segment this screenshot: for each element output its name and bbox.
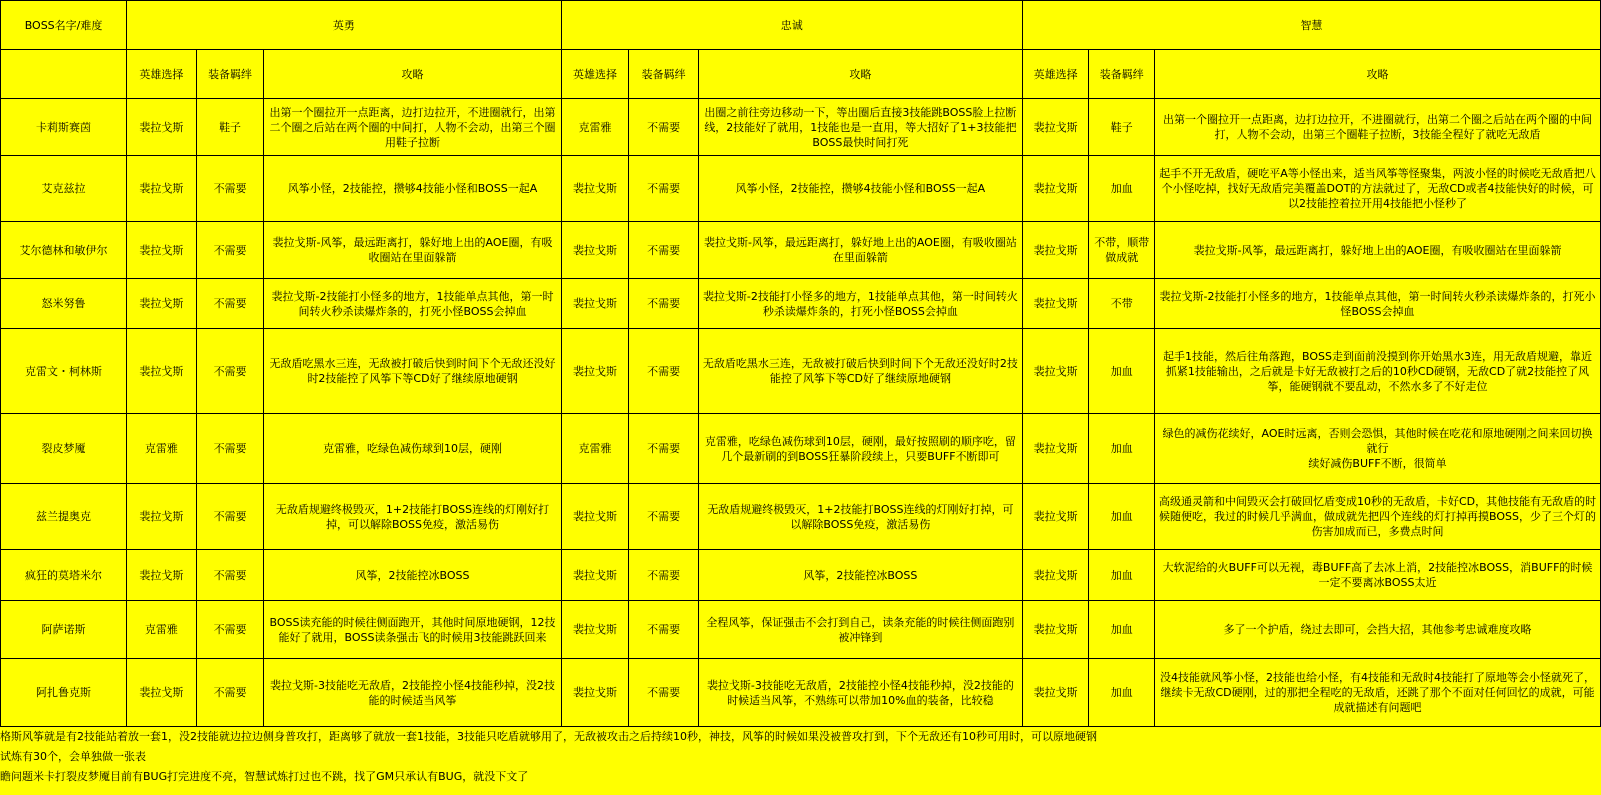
boss-name: 阿萨诺斯 — [1, 601, 127, 659]
strategy-text: 起手1技能，然后往角落跑，BOSS走到面前没摸到你开始黑水3连，用无敌盾规避，靠近抓紧1技能输出，之后就是卡好无敌被打之后的10秒CD硬钢，无敌CD了就2技能控了风筝，能硬钢就不要乱动，不然水多了不好走位 — [1155, 329, 1601, 414]
sub-header-strategy: 攻略 — [1155, 50, 1601, 99]
gear-bond: 不需要 — [629, 99, 699, 156]
gear-bond: 不带，顺带做成就 — [1089, 222, 1155, 279]
hero-choice: 裴拉戈斯 — [127, 279, 197, 329]
strategy-text: 克雷雅，吃绿色减伤球到10层，硬刚 — [264, 414, 561, 484]
gear-bond: 加血 — [1089, 414, 1155, 484]
notes — [0, 727, 1601, 787]
strategy-text: BOSS读充能的时候往侧面跑开，其他时间原地硬钢，12技能好了就用，BOSS读条强击飞的时候用3技能跳跃回来 — [264, 601, 561, 659]
gear-bond: 不需要 — [629, 659, 699, 727]
gear-bond: 不需要 — [196, 601, 264, 659]
boss-name: 艾克兹拉 — [1, 156, 127, 222]
hero-choice: 克雷雅 — [561, 414, 629, 484]
sub-header-gear: 装备羁绊 — [1089, 50, 1155, 99]
boss-name: 兹兰提奥克 — [1, 484, 127, 550]
hero-choice: 裴拉戈斯 — [561, 659, 629, 727]
hero-choice: 裴拉戈斯 — [1022, 222, 1089, 279]
hero-choice: 裴拉戈斯 — [127, 99, 197, 156]
gear-bond: 加血 — [1089, 484, 1155, 550]
boss-name: 艾尔德林和敏伊尔 — [1, 222, 127, 279]
gear-bond: 鞋子 — [196, 99, 264, 156]
sub-header-hero: 英雄选择 — [127, 50, 197, 99]
hero-choice: 裴拉戈斯 — [561, 601, 629, 659]
sub-header-strategy: 攻略 — [698, 50, 1022, 99]
gear-bond: 不需要 — [196, 550, 264, 601]
sub-header-gear: 装备羁绊 — [629, 50, 699, 99]
gear-bond: 不需要 — [629, 414, 699, 484]
gear-bond: 加血 — [1089, 329, 1155, 414]
hero-choice: 裴拉戈斯 — [561, 222, 629, 279]
gear-bond: 鞋子 — [1089, 99, 1155, 156]
gear-bond: 不需要 — [629, 279, 699, 329]
strategy-text: 出第一个圈拉开一点距离，边打边拉开，不进圈就行，出第二个圈之后站在两个圈的中间打，人物不会动，出第三个圈鞋子拉断，3技能全程好了就吃无敌盾 — [1155, 99, 1601, 156]
hero-choice: 裴拉戈斯 — [561, 156, 629, 222]
table-row — [1, 156, 1601, 222]
strategy-text: 风筝，2技能控冰BOSS — [264, 550, 561, 601]
sub-header-gear: 装备羁绊 — [196, 50, 264, 99]
strategy-text: 全程风筝，保证强击不会打到自己，读条充能的时候往侧面跑别被冲锋到 — [698, 601, 1022, 659]
group-header-zhihui: 智慧 — [1022, 1, 1600, 50]
gear-bond: 不需要 — [629, 484, 699, 550]
sub-header-hero: 英雄选择 — [561, 50, 629, 99]
hero-choice: 裴拉戈斯 — [127, 156, 197, 222]
group-header-row — [1, 1, 1601, 50]
hero-choice: 裴拉戈斯 — [1022, 329, 1089, 414]
hero-choice: 裴拉戈斯 — [561, 279, 629, 329]
strategy-text: 无敌盾吃黑水三连，无敌被打破后快到时间下个无敌还没好时2技能控了风筝下等CD好了继续原地硬钢 — [698, 329, 1022, 414]
gear-bond: 不需要 — [196, 329, 264, 414]
boss-name: 卡莉斯赛茵 — [1, 99, 127, 156]
gear-bond: 不需要 — [629, 601, 699, 659]
strategy-text: 裴拉戈斯-2技能打小怪多的地方，1技能单点其他，第一时间转火秒杀读爆炸条的，打死小怪BOSS会掉血 — [264, 279, 561, 329]
hero-choice: 克雷雅 — [127, 414, 197, 484]
strategy-text: 裴拉戈斯-2技能打小怪多的地方，1技能单点其他，第一时间转火秒杀读爆炸条的，打死小怪BOSS会掉血 — [698, 279, 1022, 329]
table-row — [1, 659, 1601, 727]
boss-name: 怒米努鲁 — [1, 279, 127, 329]
strategy-text: 出第一个圈拉开一点距离，边打边拉开，不进圈就行，出第二个圈之后站在两个圈的中间打，人物不会动，出第三个圈用鞋子拉断 — [264, 99, 561, 156]
strategy-text: 起手不开无敌盾，硬吃平A等小怪出来，适当风筝等怪聚集，两波小怪的时候吃无敌盾把八个小怪吃掉，找好无敌盾完美覆盖DOT的方法就过了，无敌CD或者4技能快好的时候，可以2技能控着拉开用4技能把小怪秒了 — [1155, 156, 1601, 222]
strategy-text: 裴拉戈斯-风筝，最远距离打，躲好地上出的AOE圈，有吸收圈站在里面躲箭 — [264, 222, 561, 279]
gear-bond: 加血 — [1089, 550, 1155, 601]
hero-choice: 裴拉戈斯 — [1022, 279, 1089, 329]
table-row — [1, 550, 1601, 601]
strategy-text: 大软泥给的火BUFF可以无视，毒BUFF高了去冰上消，2技能控冰BOSS，消BUFF的时候一定不要离冰BOSS太近 — [1155, 550, 1601, 601]
group-header-zhongcheng: 忠诚 — [561, 1, 1022, 50]
strategy-text: 风筝小怪，2技能控，攒够4技能小怪和BOSS一起A — [698, 156, 1022, 222]
table-row — [1, 414, 1601, 484]
strategy-text: 绿色的减伤花续好，AOE时远离，否则会恐惧，其他时候在吃花和原地硬刚之间来回切换就行 续好减伤BUFF不断，很简单 — [1155, 414, 1601, 484]
gear-bond: 不需要 — [629, 550, 699, 601]
strategy-text: 裴拉戈斯-3技能吃无敌盾，2技能控小怪4技能秒掉，没2技能的时候适当风筝，不熟练可以带加10%血的装备，比较稳 — [698, 659, 1022, 727]
hero-choice: 裴拉戈斯 — [1022, 550, 1089, 601]
hero-choice: 裴拉戈斯 — [127, 329, 197, 414]
hero-choice: 裴拉戈斯 — [561, 550, 629, 601]
table-row — [1, 222, 1601, 279]
gear-bond: 不需要 — [629, 156, 699, 222]
table-row — [1, 601, 1601, 659]
hero-choice: 裴拉戈斯 — [127, 484, 197, 550]
gear-bond: 加血 — [1089, 659, 1155, 727]
boss-name: 克雷文・柯林斯 — [1, 329, 127, 414]
strategy-text: 裴拉戈斯-风筝，最远距离打，躲好地上出的AOE圈，有吸收圈站在里面躲箭 — [698, 222, 1022, 279]
gear-bond: 不需要 — [196, 222, 264, 279]
boss-name: 阿扎鲁克斯 — [1, 659, 127, 727]
hero-choice: 裴拉戈斯 — [1022, 156, 1089, 222]
strategy-text: 没4技能就风筝小怪，2技能也给小怪，有4技能和无敌时4技能打了原地等会小怪就死了，继续卡无敌CD硬刚，过的那把全程吃的无敌盾，还跳了那个不面对任何回忆的成就，可能成就描述有问题吧 — [1155, 659, 1601, 727]
table-row — [1, 484, 1601, 550]
strategy-text: 风筝，2技能控冰BOSS — [698, 550, 1022, 601]
corner-header: BOSS名字/难度 — [1, 1, 127, 50]
gear-bond: 不需要 — [196, 279, 264, 329]
gear-bond: 不需要 — [629, 329, 699, 414]
group-header-yingyong: 英勇 — [127, 1, 562, 50]
hero-choice: 裴拉戈斯 — [127, 659, 197, 727]
gear-bond: 不需要 — [196, 156, 264, 222]
gear-bond: 不需要 — [196, 484, 264, 550]
hero-choice: 裴拉戈斯 — [561, 329, 629, 414]
gear-bond: 不需要 — [629, 222, 699, 279]
sub-header-hero: 英雄选择 — [1022, 50, 1089, 99]
table-row — [1, 329, 1601, 414]
strategy-text: 无敌盾吃黑水三连，无敌被打破后快到时间下个无敌还没好时2技能控了风筝下等CD好了继续原地硬钢 — [264, 329, 561, 414]
table-row — [1, 99, 1601, 156]
strategy-text: 无敌盾规避终极毁灭，1+2技能打BOSS连线的灯刚好打掉，可以解除BOSS免疫，激活易伤 — [698, 484, 1022, 550]
strategy-text: 克雷雅，吃绿色减伤球到10层，硬刚，最好按照刷的顺序吃，留几个最新刷的到BOSS狂暴阶段续上，只要BUFF不断即可 — [698, 414, 1022, 484]
strategy-text: 出圈之前往旁边移动一下，等出圈后直接3技能跳BOSS脸上拉断线，2技能好了就用，1技能也是一直用，等大招好了1+3技能把BOSS最快时间打死 — [698, 99, 1022, 156]
strategy-text: 裴拉戈斯-3技能吃无敌盾，2技能控小怪4技能秒掉，没2技能的时候适当风筝 — [264, 659, 561, 727]
note-line: 试炼有30个，会单独做一张表 — [0, 750, 146, 763]
gear-bond: 不需要 — [196, 659, 264, 727]
hero-choice: 裴拉戈斯 — [1022, 601, 1089, 659]
gear-bond: 加血 — [1089, 601, 1155, 659]
sub-header-strategy: 攻略 — [264, 50, 561, 99]
gear-bond: 加血 — [1089, 156, 1155, 222]
hero-choice: 裴拉戈斯 — [1022, 99, 1089, 156]
strategy-text: 裴拉戈斯-2技能打小怪多的地方，1技能单点其他，第一时间转火秒杀读爆炸条的，打死小怪BOSS会掉血 — [1155, 279, 1601, 329]
gear-bond: 不带 — [1089, 279, 1155, 329]
gear-bond: 不需要 — [196, 414, 264, 484]
hero-choice: 裴拉戈斯 — [127, 550, 197, 601]
hero-choice: 裴拉戈斯 — [561, 484, 629, 550]
sub-header-row — [1, 50, 1601, 99]
strategy-text: 裴拉戈斯-风筝，最远距离打，躲好地上出的AOE圈，有吸收圈站在里面躲箭 — [1155, 222, 1601, 279]
table-row — [1, 279, 1601, 329]
hero-choice: 裴拉戈斯 — [1022, 659, 1089, 727]
strategy-text: 高级通灵箭和中间毁灭会打破回忆盾变成10秒的无敌盾，卡好CD，其他技能有无敌盾的时候随便吃，我过的时候几乎满血，做成就先把四个连线的灯打掉再摸BOSS，少了三个灯的伤害加成而已，多费点时间 — [1155, 484, 1601, 550]
boss-name: 裂皮梦魇 — [1, 414, 127, 484]
corner-blank — [1, 50, 127, 99]
strategy-text: 多了一个护盾，绕过去即可，会挡大招，其他参考忠诚难度攻略 — [1155, 601, 1601, 659]
hero-choice: 克雷雅 — [561, 99, 629, 156]
strategy-text: 风筝小怪，2技能控，攒够4技能小怪和BOSS一起A — [264, 156, 561, 222]
hero-choice: 裴拉戈斯 — [1022, 414, 1089, 484]
hero-choice: 克雷雅 — [127, 601, 197, 659]
note-line: 格斯风筝就是有2技能站着放一套1，没2技能就边拉边侧身普攻打，距离够了就放一套1技能，3技能只吃盾就够用了，无敌被攻击之后持续10秒，神技，风筝的时候如果没被普攻打到，下个无敌还有10秒可用时，可以原地硬钢 — [0, 730, 1097, 743]
boss-name: 疯狂的莫塔米尔 — [1, 550, 127, 601]
strategy-text: 无敌盾规避终极毁灭，1+2技能打BOSS连线的灯刚好打掉，可以解除BOSS免疫，激活易伤 — [264, 484, 561, 550]
note-line: 瞻问题米卡打裂皮梦魇目前有BUG打完进度不亮，智慧试炼打过也不跳，找了GM只承认有BUG，就没下文了 — [0, 770, 529, 783]
hero-choice: 裴拉戈斯 — [127, 222, 197, 279]
hero-choice: 裴拉戈斯 — [1022, 484, 1089, 550]
